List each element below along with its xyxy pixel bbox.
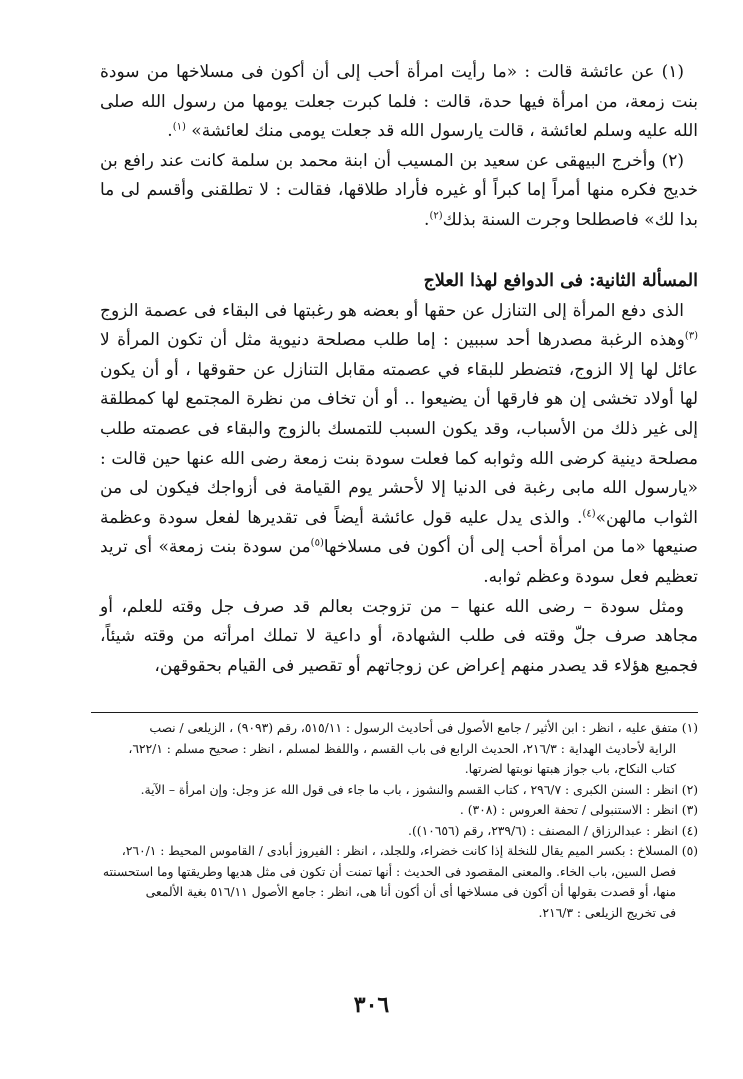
footnote-ref-5: (٥) — [310, 537, 324, 549]
footnote-separator — [91, 712, 698, 713]
footnote-ref-1: (١) — [172, 121, 186, 133]
footnotes — [45, 718, 698, 923]
paragraph-bayhaqi-report — [100, 147, 698, 236]
footnote-1: (١) متفق عليه ، انظر : ابن الأثير / جامع الأصول فى أحاديث الرسول : ٥١٥/١١، رقم (٩٠٩٣) ، الزيلعى / نصب — [149, 721, 698, 735]
paragraph-tail: . — [167, 121, 173, 142]
paragraph-text: (١) عن عائشة قالت : «ما رأيت امرأة أحب إلى أن أكون فى مسلاخها من سودة بنت زمعة، من امرأة فيها حدة، قالت : فلما كبرت جعلت يومها من رسول الله صلى الله عليه وسلم لعائشة ، قالت يارسول الله قد جعلت يومى منك لعائشة» — [100, 62, 698, 142]
footnote-ref-3: (٣) — [684, 330, 698, 342]
paragraph-text: (٢) وأخرج البيهقى عن سعيد بن المسيب أن ابنة محمد بن سلمة كانت عند رافع بن خديج فكره منها أمراً إما كبراً أو غيره فأراد طلاقها، فقالت : لا تطلقنى وأقسم لى ما بدا لك» فاصطلحا وجرت السنة بذلك — [100, 150, 698, 230]
main-text — [100, 58, 698, 681]
paragraph-motives — [100, 297, 698, 593]
paragraph-text: وهذه الرغبة مصدرها أحد سببين : إما طلب مصلحة دنيوية مثل أن تكون المرأة لا عائل لها إلا الزوج، فتضطر للبقاء في عصمته مقابل التنازل عن حقوقها ، أو أن يكون لها أولاد تخشى إن هو فارقها أن يضيعوا .. أو أن تخاف من نظرة المجتمع لها كمطلقة إلى غير ذلك من الأسباب، وقد يكون السبب للتمسك بالزوج والبقاء فى عصمته طلب مصلحة دينية كرضى الله وثوابه كما فعلت سودة بنت زمعة رضى الله عنها حين قالت : «يارسول الله مابى رغبة فى الدنيا إلا لأحشر يوم القيامة فى أزواجك فيكون لى من الثواب مالهن» — [100, 330, 699, 528]
footnote-5-continued: منها، أو قصدت بقولها أن أكون فى مسلاخها أى أن أكون أنا هى، انظر : جامع الأصول ٥١٦/١١ بغية الألمعى — [145, 885, 676, 899]
footnote-4: (٤) انظر : عبدالرزاق / المصنف : (٢٣٩/٦، رقم (١٠٦٥٦)). — [408, 823, 698, 838]
page-number: ٣٠٦ — [353, 992, 390, 1018]
footnote-ref-4: (٤) — [582, 508, 596, 520]
footnote-5: (٥) المسلاخ : بكسر الميم يقال للنخلة إذا كانت خضراء، وللجلد، ، انظر : الفيروز أبادى / القاموس المحيط : ٢٦٠/١، — [121, 844, 698, 858]
footnote-3: (٣) انظر : الاستنبولى / تحفة العروس : (٣٠٨) . — [459, 803, 698, 817]
paragraph-text: من سودة بنت زمعة» أى تريد تعظيم فعل سودة وعظم ثوابه. — [100, 537, 698, 587]
paragraph-text: . والذى يدل عليه قول عائشة أيضاً فى تقديرها لفعل سودة وعظمة صنيعها «ما من امرأة أحب إلى أن أكون فى مسلاخها — [100, 507, 698, 558]
paragraph-text: الذى دفع المرأة إلى التنازل عن حقها أو بعضه هو رغبتها فى البقاء فى عصمة الزوج — [100, 300, 684, 321]
section-heading: المسألة الثانية: فى الدوافع لهذا العلاج — [423, 270, 698, 291]
footnote-5-continued: فصل السين، باب الخاء. والمعنى المقصود فى الحديث : أنها تمنت أن تكون فى مثل هديها وطريقتها وما استحسنته — [102, 864, 676, 879]
paragraph-aisha-hadith — [100, 58, 698, 147]
footnote-2: (٢) انظر : السنن الكبرى : ٢٩٦/٧ ، كتاب القسم والنشوز ، باب ما جاء فى قول الله عز وجل: وإن امرأة – الآية. — [140, 782, 698, 797]
paragraph-examples — [100, 593, 698, 682]
footnote-ref-2: (٢) — [429, 210, 443, 222]
paragraph-text: ومثل سودة – رضى الله عنها – من تزوجت بعالم قد صرف جل وقته للعلم، أو مجاهد صرف جلّ وقته فى طلب الشهادة، أو داعية لا تملك امرأته من وقته شيئاً، فجميع هؤلاء قد يصدر منهم إعراض عن زوجاتهم أو تقصير فى القيام بحقوقهن، — [100, 596, 698, 676]
paragraph-tail: . — [424, 209, 430, 230]
footnote-5-continued: فى تخريج الزيلعى : ٢١٦/٣. — [538, 905, 676, 920]
footnote-1-continued: كتاب النكاح، باب جواز هبتها نوبتها لضرتها. — [464, 762, 676, 776]
footnote-1-continued: الراية لأحاديث الهداية : ٢١٦/٣، الحديث الرابع فى باب القسم ، واللفظ لمسلم ، انظر : صحيح مسلم : ٦٢٢/١، — [128, 741, 676, 756]
